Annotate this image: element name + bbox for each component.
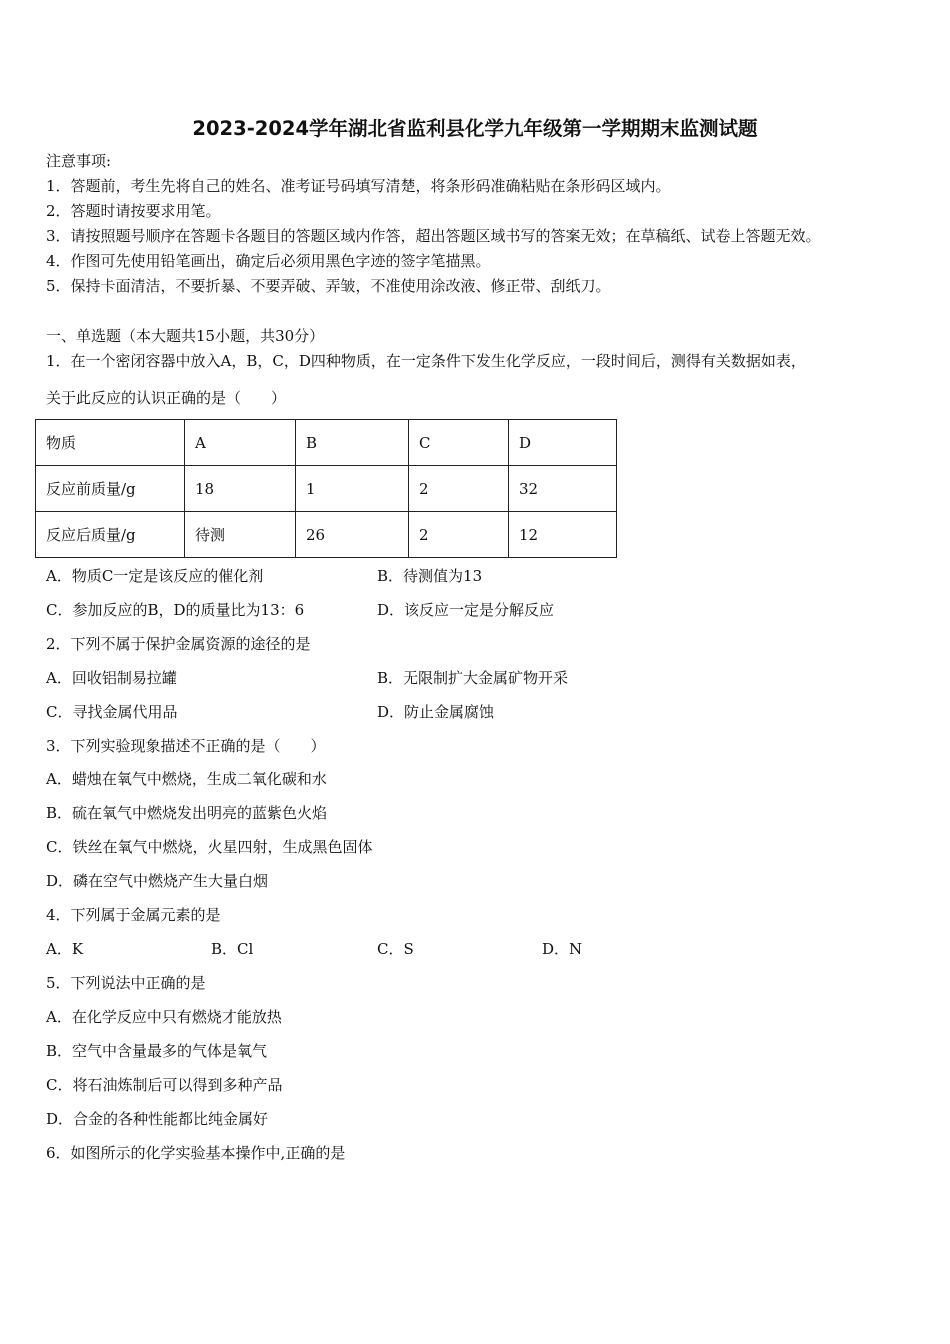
q5-option-a: A．在化学反应中只有燃烧才能放热 xyxy=(46,1008,282,1026)
q5-option-d: D．合金的各种性能都比纯金属好 xyxy=(46,1110,269,1128)
table-cell: 18 xyxy=(185,466,296,512)
q1-stem-line2: 关于此反应的认识正确的是（ ） xyxy=(46,389,287,407)
table-cell: 反应前质量/g xyxy=(36,466,185,512)
notice-item-1: 1．答题前，考生先将自己的姓名、准考证号码填写清楚，将条形码准确粘贴在条形码区域内。 xyxy=(46,177,671,195)
table-row xyxy=(36,512,617,558)
table-cell: A xyxy=(185,420,296,466)
table-cell: 反应后质量/g xyxy=(36,512,185,558)
q3-option-d: D．磷在空气中燃烧产生大量白烟 xyxy=(46,872,269,890)
notice-item-2: 2．答题时请按要求用笔。 xyxy=(46,202,221,220)
q6-stem: 6．如图所示的化学实验基本操作中,正确的是 xyxy=(46,1144,346,1162)
table-cell: 2 xyxy=(409,466,509,512)
notice-heading: 注意事项: xyxy=(46,152,112,170)
table-cell: 1 xyxy=(296,466,409,512)
q1-option-c: C．参加反应的B，D的质量比为13：6 xyxy=(46,601,305,619)
q3-option-a: A．蜡烛在氧气中燃烧，生成二氧化碳和水 xyxy=(46,770,327,788)
q2-option-b: B．无限制扩大金属矿物开采 xyxy=(377,669,569,687)
q2-option-c: C．寻找金属代用品 xyxy=(46,703,178,721)
notice-item-3: 3．请按照题号顺序在答题卡各题目的答题区域内作答，超出答题区域书写的答案无效；在草稿纸、试卷上答题无效。 xyxy=(46,227,821,245)
q5-stem: 5．下列说法中正确的是 xyxy=(46,974,206,992)
q5-option-c: C．将石油炼制后可以得到多种产品 xyxy=(46,1076,283,1094)
q1-data-table xyxy=(35,419,617,558)
section-heading: 一、单选题（本大题共15小题，共30分） xyxy=(46,327,325,345)
table-cell: D xyxy=(509,420,617,466)
q3-option-b: B．硫在氧气中燃烧发出明亮的蓝紫色火焰 xyxy=(46,804,328,822)
q4-stem: 4．下列属于金属元素的是 xyxy=(46,906,221,924)
q4-option-c: C．S xyxy=(377,940,414,958)
table-header-row xyxy=(36,420,617,466)
notice-item-4: 4．作图可先使用铅笔画出，确定后必须用黑色字迹的签字笔描黑。 xyxy=(46,252,491,270)
q3-option-c: C．铁丝在氧气中燃烧，火星四射，生成黑色固体 xyxy=(46,838,373,856)
q2-option-d: D．防止金属腐蚀 xyxy=(377,703,495,721)
table-cell: 待测 xyxy=(185,512,296,558)
q5-option-b: B．空气中含量最多的气体是氧气 xyxy=(46,1042,268,1060)
table-cell: 32 xyxy=(509,466,617,512)
q1-option-b: B．待测值为13 xyxy=(377,567,483,585)
q1-option-a: A．物质C一定是该反应的催化剂 xyxy=(46,567,264,585)
q1-option-d: D．该反应一定是分解反应 xyxy=(377,601,555,619)
q2-stem: 2．下列不属于保护金属资源的途径的是 xyxy=(46,635,311,653)
table-cell: 物质 xyxy=(36,420,185,466)
table-cell: 26 xyxy=(296,512,409,558)
q4-option-b: B．Cl xyxy=(211,940,254,958)
notice-item-5: 5．保持卡面清洁，不要折暴、不要弄破、弄皱，不准使用涂改液、修正带、刮纸刀。 xyxy=(46,277,611,295)
table-cell: 12 xyxy=(509,512,617,558)
table-cell: C xyxy=(409,420,509,466)
q3-stem: 3．下列实验现象描述不正确的是（ ） xyxy=(46,737,326,755)
q1-stem-line1: 1．在一个密闭容器中放入A，B，C，D四种物质，在一定条件下发生化学反应，一段时间后，测得有关数据如表， xyxy=(46,352,806,370)
q2-option-a: A．回收铝制易拉罐 xyxy=(46,669,177,687)
table-row xyxy=(36,466,617,512)
table-cell: 2 xyxy=(409,512,509,558)
page-title: 2023-2024学年湖北省监利县化学九年级第一学期期末监测试题 xyxy=(192,117,758,140)
q4-option-a: A．K xyxy=(46,940,84,958)
table-cell: B xyxy=(296,420,409,466)
q4-option-d: D．N xyxy=(542,940,583,958)
